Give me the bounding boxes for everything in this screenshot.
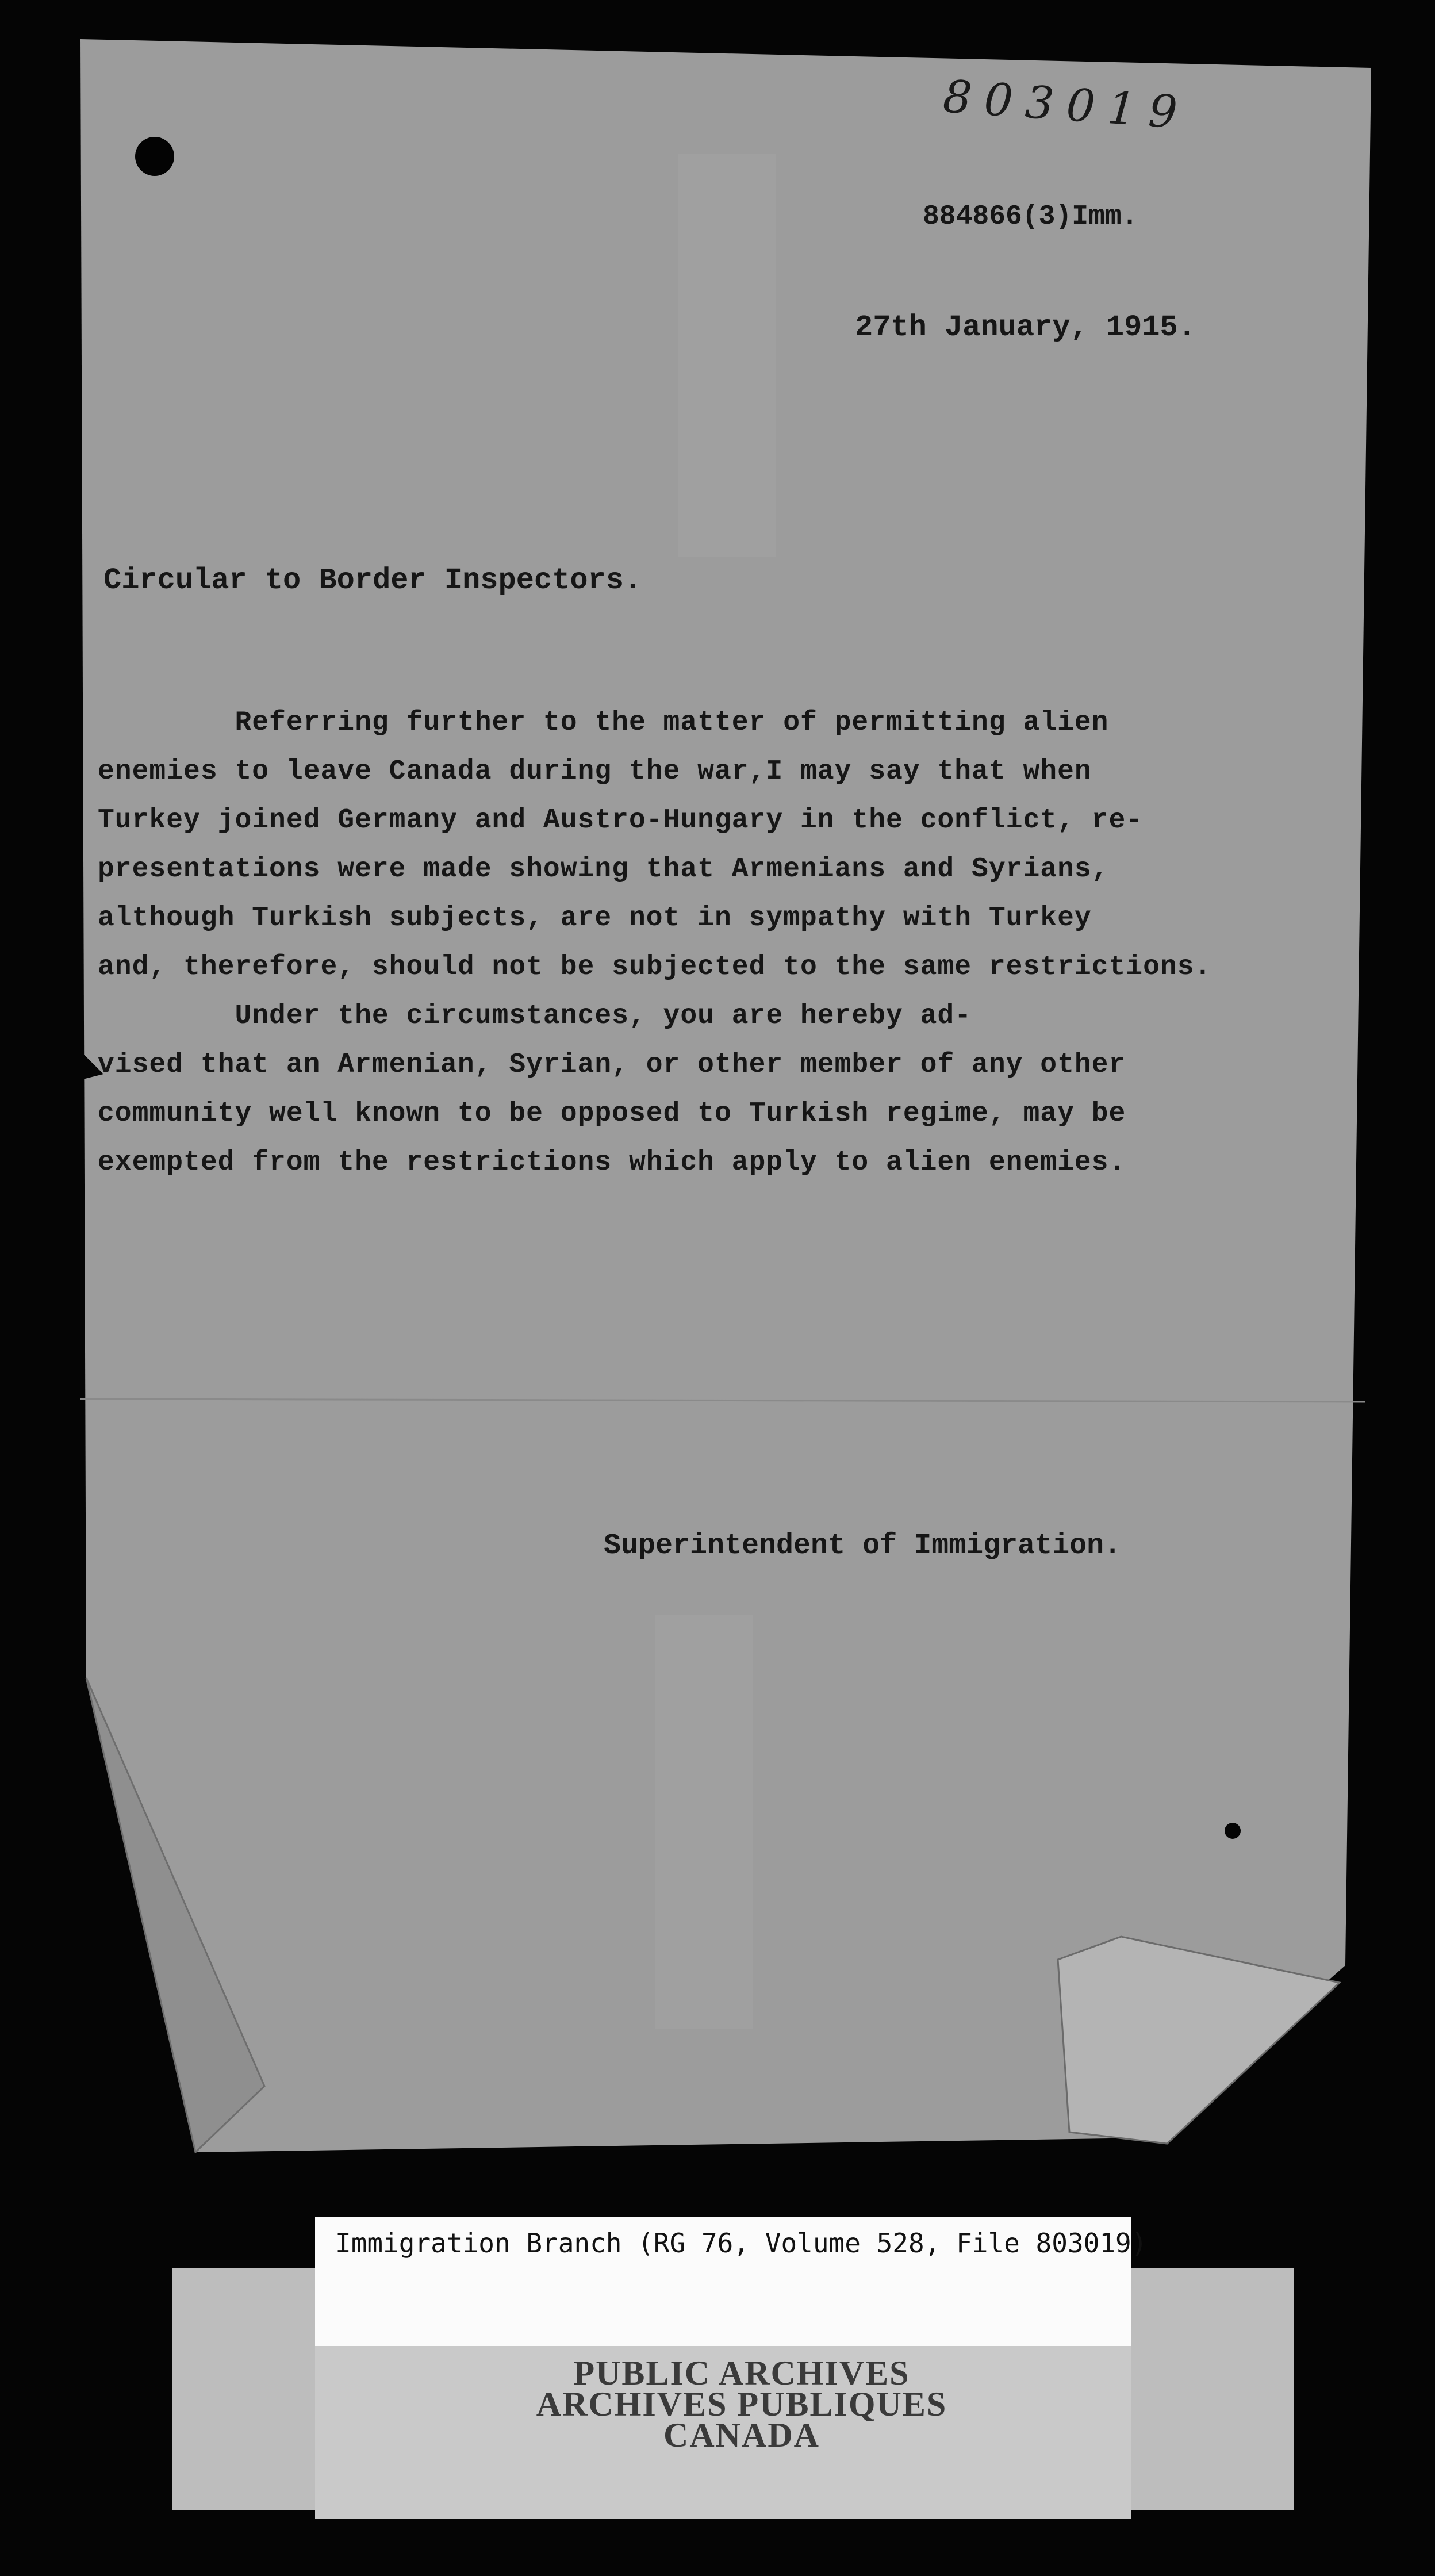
body-line: vised that an Armenian, Syrian, or other member of any other — [98, 1049, 1126, 1080]
body-line: Turkey joined Germany and Austro-Hungary in the conflict, re- — [98, 805, 1144, 836]
body-line: although Turkish subjects, are not in sympathy with Turkey — [98, 903, 1092, 934]
archive-caption: Immigration Branch (RG 76, Volume 528, File 803019) — [335, 2228, 1148, 2259]
paper-background — [80, 39, 1397, 2155]
document-page — [80, 39, 1397, 2155]
watermark-stamp-lower — [655, 1615, 753, 2029]
punch-mark — [1225, 1823, 1241, 1839]
letter-date: 27th January, 1915. — [855, 310, 1196, 344]
salutation: Circular to Border Inspectors. — [103, 564, 642, 597]
archives-stamp — [483, 2354, 1000, 2454]
watermark-stamp-upper — [678, 154, 776, 557]
file-number: 884866(3)Imm. — [923, 201, 1138, 232]
punch-hole — [135, 137, 174, 176]
handwritten-file-number: 803019 — [941, 71, 1192, 140]
body-line: Under the circumstances, you are hereby ad- — [98, 1000, 972, 1032]
body-line: and, therefore, should not be subjected to the same restrictions. — [98, 952, 1212, 983]
body-line: community well known to be opposed to Turkish regime, may be — [98, 1098, 1126, 1129]
stamp-line-2: ARCHIVES PUBLIQUES — [536, 2385, 947, 2423]
body-line: enemies to leave Canada during the war,I may say that when — [98, 756, 1092, 787]
body-line: Referring further to the matter of permitting alien — [98, 707, 1109, 738]
body-line: presentations were made showing that Armenians and Syrians, — [98, 854, 1109, 885]
stamp-line-1: PUBLIC ARCHIVES — [573, 2354, 910, 2392]
stamp-line-3: CANADA — [663, 2416, 820, 2454]
body-line: exempted from the restrictions which apply to alien enemies. — [98, 1147, 1126, 1178]
signature-line: Superintendent of Immigration. — [604, 1529, 1122, 1562]
